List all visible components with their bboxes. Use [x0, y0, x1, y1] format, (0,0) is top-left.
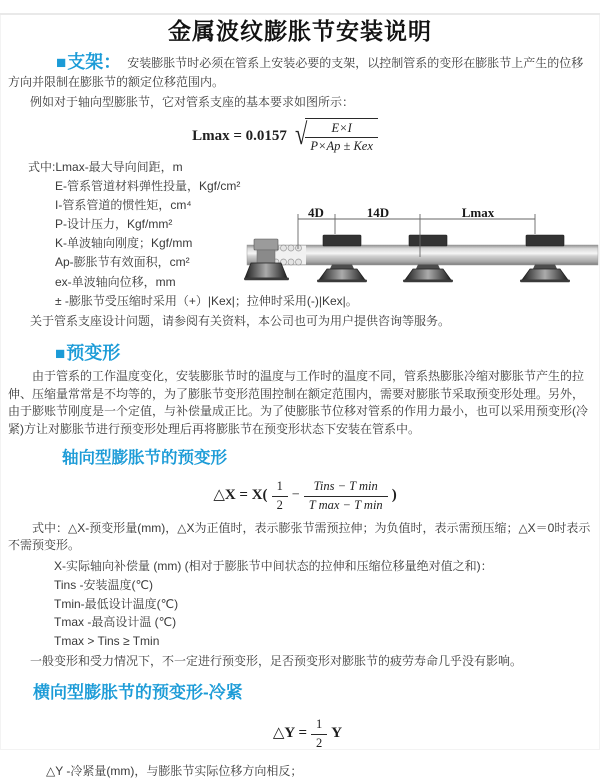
example-line: 例如对于轴向型膨胀节，它对管系支座的基本要求如图所示：	[30, 94, 355, 109]
axial-temp-numerator: Tins − T min	[304, 478, 388, 496]
definition-item: Ap-膨胀节有效面积，cm²	[55, 255, 190, 270]
predeform-section-heading	[55, 342, 600, 365]
predeform-heading-label: 预变形	[66, 343, 121, 364]
axial-closing-line: 一般变形和受力情况下，不一定进行预变形，足否预变形对膨胀节的疲劳寿命几乎没有影响。	[30, 653, 523, 668]
predeform-body-paragraph: 由于管系的工作温度变化，安装膨胀节时的温度与工作时的温度不同，管系热膨胀冷缩对膨胀节产生的拉伸、压缩量常常是不均等的，为了膨胀节变形范围控制在额定范围内，需要对膨胀节采取预变形处理。另外，由于膨账节刚度是一个定值，与补偿量成正比。为了使膨胀节位移对管系的作用力最小，也可以采用预变形(冷紧)方让对膨胀节进行预变形处理后再将膨胀节在预变形状态下安装在管系中。	[8, 369, 589, 436]
page-title: 金属波纹膨胀节安装说明	[168, 18, 432, 44]
half-denominator: 2	[276, 497, 283, 512]
axial-temp-denominator: T max − T min	[308, 497, 383, 512]
axial-half-fraction	[272, 478, 288, 513]
lmax-formula	[0, 118, 570, 155]
half-numerator: 1	[272, 478, 288, 496]
axial-item: Tmax > Tins ≥ Tmin	[54, 634, 160, 649]
lateral-note-line: △Y -冷紧量(mm)，与膨胀节实际位移方向相反；	[46, 763, 303, 778]
bracket-section-heading	[56, 52, 121, 72]
minus-sign: −	[291, 487, 300, 503]
axial-temp-fraction	[304, 478, 388, 513]
where-label: 式中:	[28, 159, 56, 174]
lateral-formula	[15, 716, 600, 751]
axial-item: X-实际轴向补偿量 (mm) (相对于膨胀节中间状态的拉伸和压缩位移量绝对值之和)：	[54, 558, 493, 573]
bracket-closing-line: 关于管系支座设计问题，请参阅有关资料，本公司也可为用户提供咨询等服务。	[30, 313, 451, 328]
definition-item: K-单波轴向刚度；Kgf/mm	[55, 236, 193, 251]
lateral-half-fraction	[311, 716, 327, 751]
axial-formula-rparen: )	[391, 487, 397, 504]
definition-item: ex-单波轴向位移，mm	[55, 274, 176, 289]
definition-item: I-管系管道的惯性矩，cm⁴	[55, 197, 192, 212]
definition-lmax: Lmax-最大导向间距，m	[55, 159, 183, 174]
lmax-denominator: P×Ap ± Kex	[310, 139, 373, 154]
lmax-formula-lhs: Lmax = 0.0157	[192, 127, 287, 144]
definition-item: P-设计压力，Kgf/mm²	[55, 216, 173, 231]
axial-item: Tmin-最低设计温度(℃)	[54, 596, 179, 611]
document-page	[0, 13, 600, 778]
lmax-radicand	[305, 118, 378, 155]
axial-item-list	[0, 557, 600, 651]
axial-item: Tins -安装温度(℃)	[54, 577, 154, 592]
bracket-heading-label: 支架：	[67, 52, 122, 72]
lateral-subsection-heading: 横向型膨胀节的预变形-冷紧	[33, 683, 243, 703]
lateral-formula-lhs: △Y =	[272, 725, 307, 742]
axial-formula	[10, 478, 600, 513]
definition-first-row	[0, 158, 600, 177]
lmax-numerator: E×I	[305, 120, 378, 138]
pipe-support-diagram	[245, 205, 600, 283]
axial-item: Tmax -最高设计温 (℃)	[54, 615, 177, 630]
axial-formula-lhs: △X = X(	[213, 487, 268, 504]
dim-label-4d: 4D	[308, 205, 324, 220]
lateral-half-denominator: 2	[316, 735, 323, 750]
definition-item: ± -膨胀节受压缩时采用（+）|Kex|；拉伸时采用(-)|Kex|。	[55, 293, 358, 308]
sqrt-icon: √	[294, 118, 308, 152]
lateral-half-numerator: 1	[311, 716, 327, 734]
bracket-intro-text: 安装膨胀节时必须在管系上安装必要的支架，以控制管系的变形在膨胀节上产生的位移方向并限制在膨胀节的额定位移范围内。	[8, 56, 584, 89]
dim-label-lmax: Lmax	[461, 205, 495, 220]
section-square-icon: ■	[55, 344, 66, 364]
pipe-support-svg	[245, 205, 600, 283]
section-square-icon: ■	[56, 53, 67, 72]
dim-label-14d: 14D	[366, 205, 390, 220]
axial-subsection-heading: 轴向型膨胀节的预变形	[62, 449, 227, 468]
definition-item: E-管系管道材料弹性投量，Kgf/cm²	[55, 178, 241, 193]
bracket-intro-paragraph	[8, 51, 592, 92]
axial-note-paragraph: 式中：△X-预变形量(mm)，△X为正值时，表示膨张节需预拉伸；为负值时，表示需预压缩；△X＝0时表示不需预变形。	[8, 520, 591, 553]
lateral-formula-rhs: Y	[331, 725, 343, 742]
